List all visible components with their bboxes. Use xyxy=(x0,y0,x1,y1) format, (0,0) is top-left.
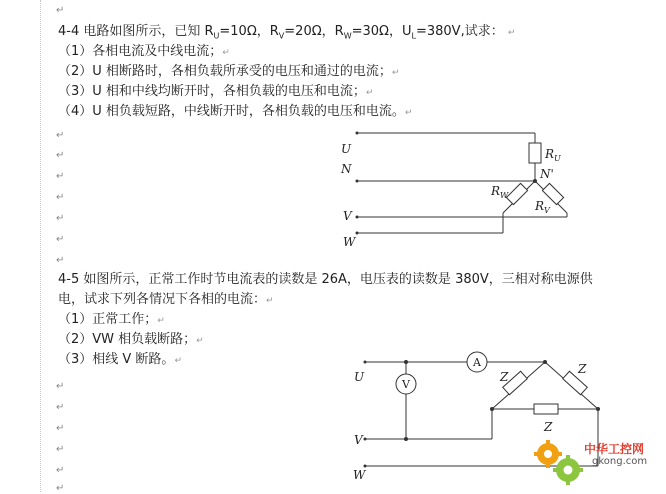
problem-4-4-q1: （1）各相电流及中线电流；↵ xyxy=(58,44,230,59)
label-rv: $R_V$ xyxy=(535,199,550,215)
watermark xyxy=(530,436,662,488)
problem-4-5-q2: （2）VW 相负载断路；↵ xyxy=(58,332,204,347)
terminal-w xyxy=(356,232,359,235)
node-top xyxy=(543,360,547,364)
label-z-left: Z xyxy=(500,370,509,384)
resistor-rw xyxy=(506,183,527,204)
paragraph-mark: ↵ xyxy=(56,171,65,182)
impedance-bottom xyxy=(534,404,558,414)
problem-4-5-title: 4-5 如图所示，正常工作时节电流表的读数是 26A，电压表的读数是 380V，三相对称电源供 xyxy=(58,272,593,287)
node-v-voltmeter xyxy=(404,437,408,441)
terminal-u xyxy=(356,132,359,135)
label-v: V xyxy=(354,433,363,447)
label-u: U xyxy=(354,370,365,384)
node-right xyxy=(596,407,600,411)
label-v: V xyxy=(343,209,352,223)
paragraph-mark: ↵ xyxy=(56,444,65,455)
problem-4-4-q3: （3）U 相和中线均断开时，各相负载的电压和电流；↵ xyxy=(58,84,374,99)
paragraph-mark: ↵ xyxy=(56,213,65,224)
label-w: W xyxy=(353,468,366,482)
node-left xyxy=(490,407,494,411)
paragraph-mark: ↵ xyxy=(56,423,65,434)
label-w: W xyxy=(343,235,356,249)
ammeter-label: A xyxy=(473,356,481,369)
terminal-n xyxy=(356,180,359,183)
problem-4-5-q3: （3）相线 V 断路。↵ xyxy=(58,352,182,367)
label-n: N xyxy=(341,162,352,176)
voltmeter-label: V xyxy=(402,378,410,391)
label-z-right: Z xyxy=(578,362,587,376)
paragraph-mark: ↵ xyxy=(56,150,65,161)
label-ru: $R_U$ xyxy=(545,147,561,163)
paragraph-mark: ↵ xyxy=(56,465,65,476)
paragraph-mark: ↵ xyxy=(56,483,65,494)
paragraph-mark: ↵ xyxy=(56,402,65,413)
watermark-domain: gkong.com xyxy=(592,456,648,467)
paragraph-mark: ↵ xyxy=(56,234,65,245)
label-z-bottom: Z xyxy=(544,420,553,434)
paragraph-mark: ↵ xyxy=(56,192,65,203)
terminal-u xyxy=(364,361,367,364)
label-nprime: N' xyxy=(540,167,554,181)
label-rw: $R_W$ xyxy=(491,184,509,200)
resistor-ru xyxy=(529,143,541,163)
paragraph-mark: ↵ xyxy=(56,381,65,392)
terminal-v xyxy=(356,216,359,219)
watermark-brand: 中华工控网 xyxy=(584,442,645,456)
node-u-voltmeter xyxy=(404,360,408,364)
problem-4-5-line2: 电，试求下列各情况下各相的电流：↵ xyxy=(58,292,274,307)
problem-4-4-title: 4-4 电路如图所示，已知 $R_U=10\Omega$，$R_V=20\Omega$，$R_W=30\Omega$，$U_L=380V$,试求： ↵ xyxy=(58,24,516,41)
paragraph-mark: ↵ xyxy=(56,255,65,266)
problem-4-4-q4: （4）U 相负载短路，中线断开时，各相负载的电压和电流。↵ xyxy=(58,104,413,119)
resistor-rv xyxy=(542,183,563,204)
problem-4-4-q2: （2）U 相断路时，各相负载所承受的电压和通过的电流；↵ xyxy=(58,64,400,79)
paragraph-mark: ↵ xyxy=(56,130,65,141)
problem-4-5-q1: （1）正常工作；↵ xyxy=(58,312,165,327)
circuit-diagram-4-4 xyxy=(335,125,595,255)
page-margin-guide xyxy=(40,0,42,492)
paragraph-mark: ↵ xyxy=(56,5,65,16)
gear-logo-icon xyxy=(530,436,590,488)
terminal-v xyxy=(364,438,367,441)
neutral-node xyxy=(533,179,537,183)
label-u: U xyxy=(341,142,352,156)
